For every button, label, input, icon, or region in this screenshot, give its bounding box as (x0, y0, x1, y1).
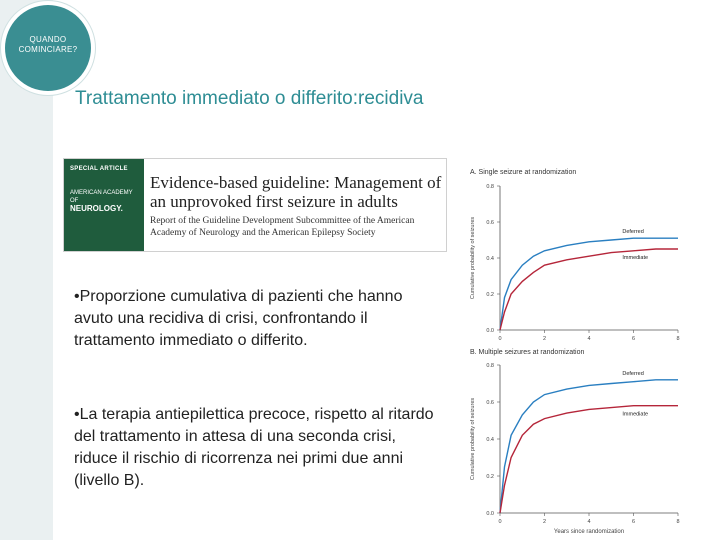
y-tick-label: 0.2 (486, 474, 494, 480)
y-tick-label: 0.4 (486, 256, 494, 262)
y-axis-label: Cumulative probability of seizures (470, 397, 476, 481)
x-axis-label: Years since randomization (553, 529, 625, 535)
aan-logo (70, 189, 140, 213)
x-tick-label: 6 (631, 519, 636, 525)
series-label-immediate: Immediate (622, 255, 649, 261)
y-axis-label: Cumulative probability of seizures (470, 216, 476, 300)
bullet-1: •Proporzione cumulativa di pazienti che hanno avuto una recidiva di crisi, confrontando il trattamento immediato o differito. (74, 288, 403, 349)
x-tick-label: 6 (631, 336, 636, 342)
y-tick-label: 0.6 (486, 220, 494, 226)
series-line-deferred (500, 380, 678, 513)
x-tick-label: 8 (676, 519, 680, 525)
page-title: Trattamento immediato o differito:recidiva (75, 88, 424, 109)
section-label: SPECIAL ARTICLE (70, 166, 128, 172)
x-tick-label: 2 (542, 336, 547, 342)
article-banner-image (63, 158, 447, 252)
series-line-deferred (500, 238, 678, 330)
y-tick-label: 0.8 (486, 363, 494, 369)
bullet-2: •La terapia antiepilettica precoce, rispetto al ritardo del trattamento in attesa di una seconda crisi, riduce il rischio di ricorrenza nei primi due anni (livello B). (74, 406, 434, 489)
section-badge (5, 5, 91, 91)
x-tick-label: 4 (587, 519, 591, 525)
y-tick-label: 0.0 (486, 328, 494, 334)
article-subtitle: Report of the Guideline Development Subcommittee of the American Academy of Neurology and the American Epilepsy Society (150, 216, 415, 238)
x-tick-label: 0 (498, 519, 502, 525)
x-tick-label: 8 (676, 336, 680, 342)
y-tick-label: 0.4 (486, 437, 494, 443)
x-tick-label: 4 (587, 336, 591, 342)
x-tick-label: 0 (498, 336, 502, 342)
panel-title-2: B. Multiple seizures at randomization (470, 349, 585, 356)
series-label-deferred: Deferred (622, 370, 644, 377)
recurrence-curves-figure (458, 160, 698, 536)
series-label-immediate: Immediate (622, 411, 649, 418)
panel-title-1: A. Single seizure at randomization (470, 169, 577, 176)
journal-brand-panel (64, 159, 144, 251)
y-tick-label: 0.2 (486, 292, 494, 298)
section-badge-label: QUANDO COMINCIARE? (18, 35, 78, 54)
series-label-deferred: Deferred (622, 229, 644, 236)
x-tick-label: 2 (542, 519, 547, 525)
aan-logo-big: NEUROLOGY. (70, 204, 123, 213)
y-tick-label: 0.6 (486, 400, 494, 406)
y-tick-label: 0.8 (486, 184, 494, 190)
aan-logo-small: AMERICAN ACADEMY OF (70, 190, 133, 204)
series-line-immediate (500, 406, 678, 513)
article-headline: Evidence-based guideline: Management of an unprovoked first seizure in adults (150, 173, 442, 211)
y-tick-label: 0.0 (486, 511, 494, 517)
